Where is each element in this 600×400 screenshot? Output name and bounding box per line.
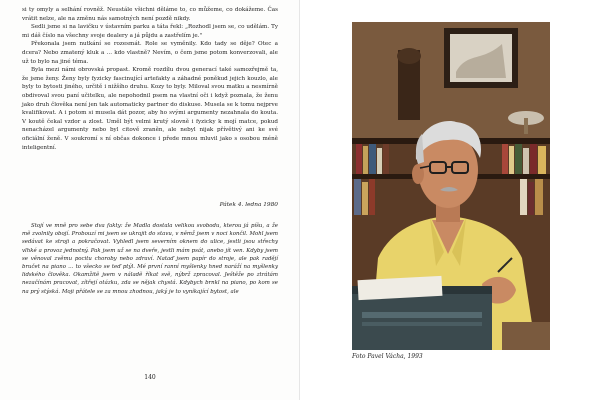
portrait-photo	[352, 22, 550, 350]
page-number: 140	[144, 374, 156, 381]
paragraph-1: si ty omyly a selhání rovněž. Neustále všichni děláme to, co můžeme, co dokážeme. Čas vrátit nelze, ale na změnu nás samotných není pozdě nikdy.	[22, 7, 278, 22]
main-text	[22, 6, 278, 152]
paragraph-4: Byla mezi námi obrovská propast. Kromě rozdílu dvou generací také samozřejmě ta, že jsme ženy. Ženy byly fyzicky fascinující artefakty a záhadné poněkud jejich kouzlo, ale byly to bytosti jiného, určitě i nižšího druhu. Kozy to byly. Miloval svou matku a nesmírně obdivoval svou paní učitelku, ale nepohodnil psem na vlastní oči i když poznala, že ženu jako druh člověka není jen tak automaticky partner do diskuse. Musela se k tomu nejprve kvalifikovat. A i potom si musela dát pozor, aby ho svými argumenty nezahnala do kouta. V koutě čekal vzdor a zlost. Uměl být velmi krutý slovně i fyzicky k mojí matce, pokud nenacházel argumenty nebo byl citově zraněn, ale nebyl nijak přívětivý ani ke své oficiální ženě. V soukromí s ní občas dokonce i přede mnou mluvil jako s osobou méně inteligentní.	[22, 67, 278, 151]
paragraph-3: Překonala jsem nutkání se rozesmát. Role se vyměnily. Kdo tady se děje? Otec a dcera? Nebo zmatený kluk a … kdo vlastně? Nevím, o čem jsme potom konverzovali, ale už to bylo na jiné téma.	[22, 41, 278, 65]
photo-caption: Foto Pavel Vácha, 1993	[352, 353, 423, 360]
diary-paragraph-1: Stojí ve mně pro sebe dva fakty: že Madla dostala velikou svobodu, kterou já píšu, a že mě zvolnily obojí. Probouzí mi jsem se ukrajit do stavu, v němž jsem v noci končil. Mohl jsem sedávat ke stroji a pokračovat. Vyhledl jsem severním oknem do ulice, jestli jsou střechy vlhké a provoz jednotný. Pak jsem už se na dveře, jestli mám psát, anebo jít ven. Kdyby jsem se věnoval zvěmu pocitu choroby nebo zdraví. Nataď jsem papír do stroje, ale pak radějí bručet na piano … to všecko se teď ptýl. Mé první ranní myšlenky hned naráží na myšlenky lidského člověka. Okamžitě jsem v náladě říkat svě, nýbrž zpracoval. Ještěže po ztrátám nezačínám pracovat, zítřejí otázku, zda se nějak chystá. Kdybych brnkl na piano, po kom se na prý stýská. Moji přátele se za mnou zhodnou, jaký je to vyníkající bytost, ale	[22, 223, 278, 295]
dateline: Pátek 4. ledna 1980	[219, 202, 278, 208]
diary-entry	[22, 222, 278, 296]
paragraph-2: Sedli jsme si na lavičku v ústavním parku a táta řekl: „Rozhodl jsem se, co udělám. Ty mi dáš číslo na všechny svoje dealery a já půjdu a zastřelím je."	[22, 24, 278, 39]
